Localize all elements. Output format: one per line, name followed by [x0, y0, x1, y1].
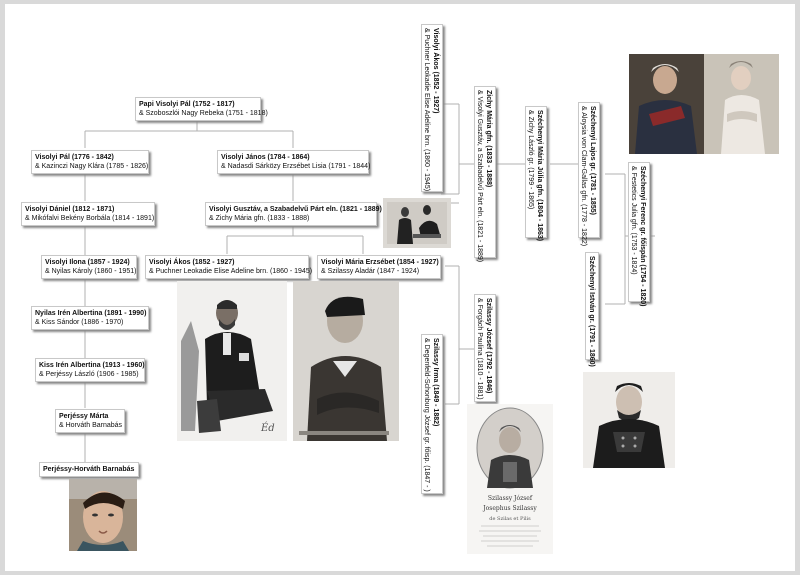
person-name: Visolyi Ákos (1852 - 1927)	[432, 28, 439, 114]
person-name: Széchenyi Ferenc gr. főispán (1754 - 1820)	[639, 166, 646, 307]
person-vertical-szechenyi-ferenc[interactable]	[628, 162, 650, 307]
person-vertical-szechenyi-maria-julia[interactable]	[525, 106, 547, 242]
person-nyilas-iren[interactable]	[31, 306, 149, 330]
person-spouse: & Kiss Sándor (1886 - 1970)	[35, 319, 124, 326]
person-kiss-iren[interactable]	[35, 358, 145, 382]
person-spouse: & Degenfeld-Schonburg József gr. főisp. (1847 - )	[423, 338, 430, 492]
person-papi-visolyi-pal[interactable]	[135, 97, 268, 121]
person-name: Szilassy József (1792 - 1846)	[485, 298, 492, 394]
person-spouse: & Aloysia von Clam-Gallas gfn. (1778 - 1822)	[580, 106, 587, 247]
person-spouse: & Nyilas Károly (1860 - 1951)	[45, 268, 137, 275]
portrait-young-man	[293, 281, 399, 441]
person-name: Visolyi Pál (1776 - 1842)	[35, 154, 114, 161]
portrait-signature: Éd	[261, 423, 275, 434]
portrait-szilassy-jozsef	[467, 404, 553, 554]
family-tree-canvas	[5, 4, 795, 571]
person-spouse: & Puchner Leokadie Elise Adeline brn. (1860 - 1945)	[423, 28, 430, 192]
person-spouse: & Perjéssy László (1906 - 1985)	[39, 371, 139, 378]
person-spouse: & Horváth Barnabás	[59, 422, 123, 429]
portrait-visolyi-gusztav-couple	[383, 198, 451, 248]
person-perjessy-horvath-barnabas[interactable]	[39, 462, 139, 477]
person-spouse: & Forgách Paulina (1810 - 1881)	[476, 298, 483, 400]
person-name: Széchenyi István gr. (1791 - 1860)	[588, 256, 595, 367]
person-vertical-szilassy-irma[interactable]	[421, 334, 443, 494]
portrait-caption-line1: Szilassy József	[487, 495, 533, 502]
portrait-visolyi-akos	[177, 281, 287, 441]
person-visolyi-pal[interactable]	[31, 150, 149, 174]
portrait-caption-line3: de Szilas et Pilis	[489, 516, 531, 522]
person-spouse: & Szoboszlói Nagy Rebeka (1751 - 1818)	[139, 110, 268, 117]
person-name: Visolyi Dániel (1812 - 1871)	[25, 206, 115, 213]
person-visolyi-akos[interactable]	[145, 255, 313, 279]
portrait-caption-line2: Josephus Szilassy	[483, 505, 537, 512]
person-name: Visolyi Gusztáv, a Szabadelvű Párt eln. (1821 - 1889)	[209, 206, 382, 213]
portrait-perjessy-horvath-barnabas	[69, 479, 137, 551]
person-name: Széchenyi Mária Júlia gfn. (1804 - 1863)	[536, 110, 543, 242]
person-spouse: & Puchner Leokadie Elise Adeline brn. (1860 - 1945)	[149, 268, 313, 275]
person-vertical-szechenyi-istvan[interactable]	[585, 252, 599, 367]
person-visolyi-daniel[interactable]	[21, 202, 155, 226]
person-vertical-szilassy-jozsef[interactable]	[474, 294, 496, 402]
person-name: Visolyi János (1784 - 1864)	[221, 154, 310, 161]
person-spouse: & Kazinczi Nagy Klára (1785 - 1826)	[35, 163, 149, 170]
person-name: Szilassy Irma (1849 - 1882)	[432, 338, 439, 427]
person-spouse: & Zichy Mária gfn. (1833 - 1888)	[209, 215, 310, 222]
person-name: Zichy Mária gfn. (1833 - 1888)	[485, 90, 492, 188]
person-spouse: & Festetics Julia gfn. (1753 - 1824)	[630, 166, 637, 275]
person-vertical-szechenyi-lajos[interactable]	[578, 102, 600, 247]
person-visolyi-maria-erzsebet[interactable]	[317, 255, 441, 279]
person-vertical-visolyi-akos[interactable]	[421, 24, 443, 192]
person-name: Perjéssy-Horváth Barnabás	[43, 466, 135, 473]
person-name: Visolyi Mária Erzsébet (1854 - 1927)	[321, 259, 439, 266]
person-spouse: & Zichy László gr. (1799 - 1865)	[527, 110, 534, 210]
person-spouse: & Mikófalvi Bekény Borbála (1814 - 1891)	[25, 215, 155, 222]
person-spouse: & Visolyi Gusztáv, a Szabadelvű Párt eln. (1821 - 1889)	[476, 90, 483, 263]
person-name: Kiss Irén Albertina (1913 - 1960)	[39, 362, 145, 369]
person-name: Visolyi Ilona (1857 - 1924)	[45, 259, 130, 266]
portrait-szechenyi-istvan	[583, 372, 675, 468]
person-name: Visolyi Ákos (1852 - 1927)	[149, 259, 235, 266]
person-visolyi-gusztav[interactable]	[205, 202, 382, 226]
person-name: Papi Visolyi Pál (1752 - 1817)	[139, 101, 235, 108]
person-name: Nyilas Irén Albertina (1891 - 1990)	[35, 310, 147, 317]
person-visolyi-ilona[interactable]	[41, 255, 137, 279]
person-spouse: & Szilassy Aladár (1847 - 1924)	[321, 268, 420, 275]
person-vertical-zichy-maria[interactable]	[474, 86, 496, 263]
person-name: Széchenyi Lajos gr. (1781 - 1855)	[589, 106, 596, 215]
person-spouse: & Nadasdi Sárközy Erzsébet Lisia (1791 - 1844)	[221, 163, 371, 170]
portrait-szechenyi-ferenc-festetics-julia	[629, 54, 779, 154]
person-name: Perjéssy Márta	[59, 413, 109, 420]
person-perjessy-marta[interactable]	[55, 409, 125, 433]
person-visolyi-janos[interactable]	[217, 150, 369, 174]
